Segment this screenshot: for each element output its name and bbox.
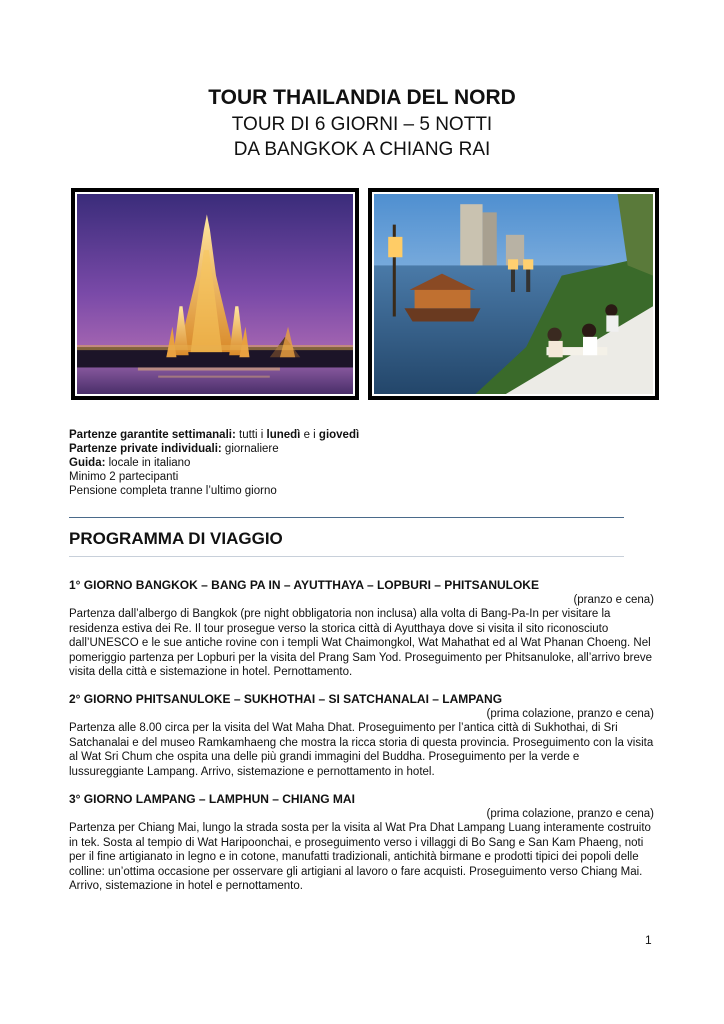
page-number: 1 bbox=[645, 933, 652, 947]
private-departures: Partenze private individuali: giornaliere bbox=[69, 443, 279, 455]
day-description: Partenza per Chiang Mai, lungo la strada sosta per la visita al Wat Pra Dhat Lampang Luang interamente costruito in tek. Sosta al tempio di Wat Haripoonchai, e proseguimento verso i villaggi di Bo Sang e San Kam Phaeng, noti per il fine artigianato in legno e in cotone, manufatti tradizionali, antichità birmane e prodotti tipici dei popoli delle colline: un’ottima occasione per osservare gli artigiani al lavoro o fare acquisti. Proseguimento verso Chiang Mai. Arrivo, sistemazione in hotel e pernottamento. bbox=[69, 822, 651, 893]
temple-illustration bbox=[77, 194, 353, 394]
board-info: Pensione completa tranne l’ultimo giorno bbox=[69, 485, 277, 497]
divider bbox=[69, 517, 624, 518]
page-title: TOUR THAILANDIA DEL NORD bbox=[208, 86, 516, 109]
document-header bbox=[0, 84, 724, 162]
tour-duration: TOUR DI 6 GIORNI – 5 NOTTI bbox=[231, 114, 493, 135]
river-restaurant-photo bbox=[368, 188, 659, 400]
day-meals: (prima colazione, pranzo e cena) bbox=[486, 808, 654, 820]
departure-info bbox=[69, 428, 359, 498]
day-meals: (pranzo e cena) bbox=[573, 594, 654, 606]
itinerary-day-2 bbox=[69, 692, 654, 779]
temple-night-photo bbox=[71, 188, 359, 400]
section-title: PROGRAMMA DI VIAGGIO bbox=[69, 529, 283, 548]
day-title: 2° GIORNO PHITSANULOKE – SUKHOTHAI – SI SATCHANALAI – LAMPANG bbox=[69, 692, 503, 706]
day-description: Partenza alle 8.00 circa per la visita del Wat Maha Dhat. Proseguimento per l’antica città di Sukhothai, di Sri Satchanalai e del museo Ramkamhaeng che mostra la ricca storia di questa provincia. Proseguimento con la visita al Wat Sri Chum che ospita una delle più grandi immagini del Buddha. Proseguimento per la verde e lussureggiante Lampang. Arrivo, sistemazione e pernottamento in hotel. bbox=[69, 722, 654, 778]
day-description: Partenza dall’albergo di Bangkok (pre night obbligatoria non inclusa) alla volta di Bang-Pa-In per visitare la residenza estiva dei Re. Il tour prosegue verso la storica città di Ayutthaya dove si visita il sito riconosciuto dall’UNESCO e le sue antiche rovine con i templi Wat Chaimongkol, Wat Mahathat ed al Wat Phanan Choeng. Nel pomeriggio partenza per Lopburi per la visita del Prang Sam Yod. Proseguimento per Phitsanuloke, all’arrivo breve visita della città e sistemazione in hotel. Pernottamento. bbox=[69, 608, 653, 679]
day-meals: (prima colazione, pranzo e cena) bbox=[486, 708, 654, 720]
minimum-participants: Minimo 2 partecipanti bbox=[69, 471, 179, 483]
day-title: 1° GIORNO BANGKOK – BANG PA IN – AYUTTHAYA – LOPBURI – PHITSANULOKE bbox=[69, 578, 539, 592]
guide-info: Guida: locale in italiano bbox=[69, 457, 191, 469]
itinerary-day-3 bbox=[69, 792, 654, 894]
divider bbox=[69, 556, 624, 557]
weekly-departures: Partenze garantite settimanali: tutti i lunedì e i giovedì bbox=[69, 429, 360, 441]
itinerary-day-1 bbox=[69, 578, 654, 680]
day-title: 3° GIORNO LAMPANG – LAMPHUN – CHIANG MAI bbox=[69, 792, 355, 806]
tour-route: DA BANGKOK A CHIANG RAI bbox=[233, 139, 491, 160]
river-illustration bbox=[374, 194, 653, 394]
